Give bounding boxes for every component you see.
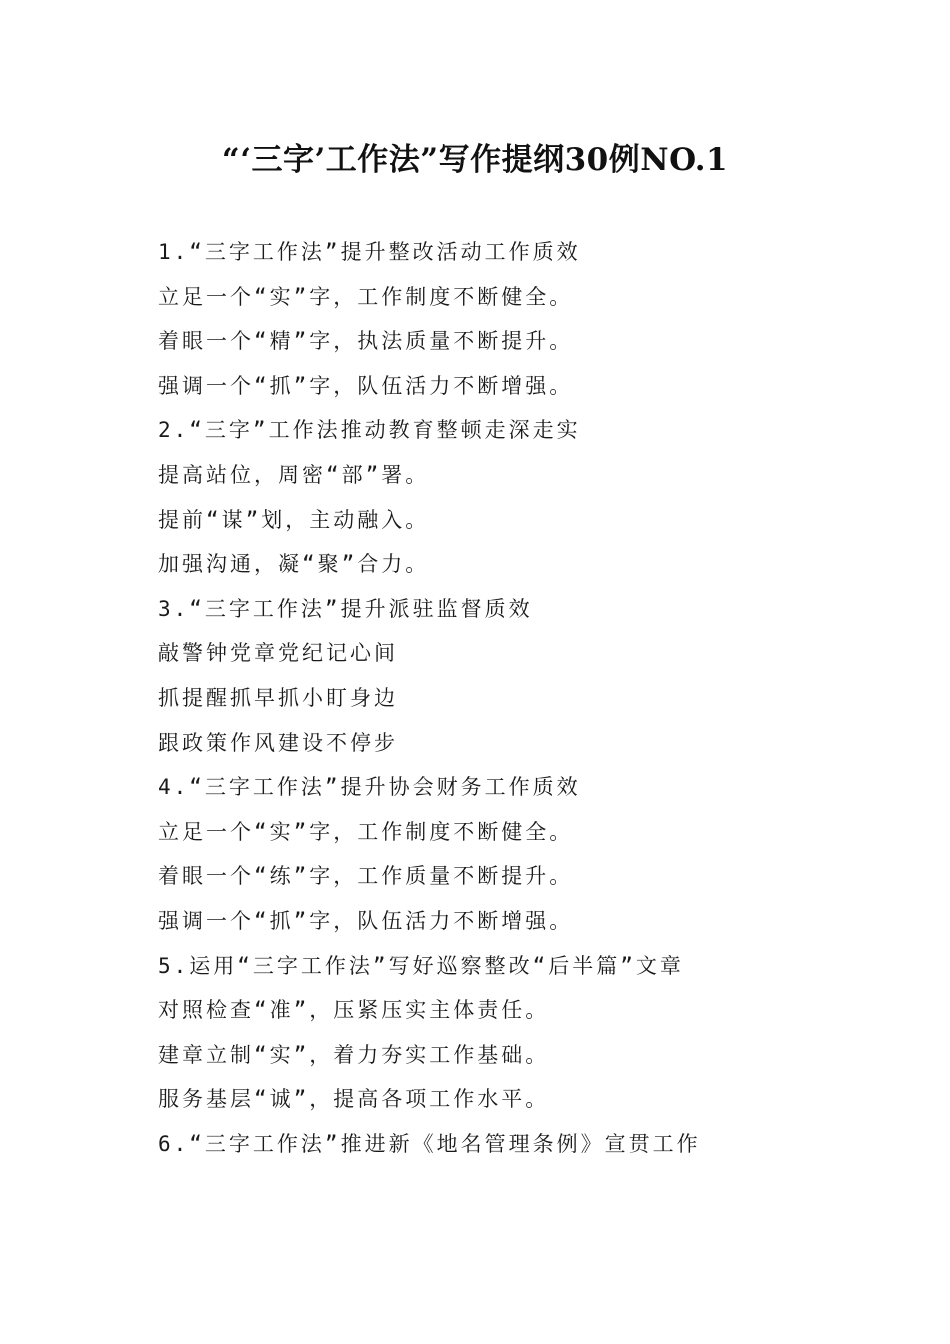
text-line: 强调一个“抓”字，队伍活力不断增强。 — [158, 908, 574, 933]
text-line: 对照检查“准”，压紧压实主体责任。 — [158, 998, 550, 1023]
text-line: 2.“三字”工作法推动教育整顿走深走实 — [158, 418, 581, 443]
text-line: 提高站位，周密“部”署。 — [158, 462, 430, 487]
text-line: 抓提醒抓早抓小盯身边 — [158, 685, 398, 710]
text-line: 提前“谋”划，主动融入。 — [158, 507, 430, 532]
text-line: 服务基层“诚”，提高各项工作水平。 — [158, 1087, 550, 1112]
text-line: 立足一个“实”字，工作制度不断健全。 — [158, 284, 574, 309]
document-title: “‘三字’工作法”写作提纲30例NO.1 — [221, 142, 729, 178]
text-line: 着眼一个“练”字，工作质量不断提升。 — [158, 864, 574, 889]
text-line: 强调一个“抓”字，队伍活力不断增强。 — [158, 373, 574, 398]
text-line: 6.“三字工作法”推进新《地名管理条例》宣贯工作 — [158, 1131, 701, 1156]
text-line: 加强沟通，凝“聚”合力。 — [158, 552, 430, 577]
text-line: 5.运用“三字工作法”写好巡察整改“后半篇”文章 — [158, 953, 684, 978]
text-line: 3.“三字工作法”提升派驻监督质效 — [158, 596, 533, 621]
text-line: 着眼一个“精”字，执法质量不断提升。 — [158, 329, 574, 354]
text-line: 4.“三字工作法”提升协会财务工作质效 — [158, 775, 581, 800]
text-line: 立足一个“实”字，工作制度不断健全。 — [158, 819, 574, 844]
document-body — [158, 230, 878, 1166]
text-line: 跟政策作风建设不停步 — [158, 730, 398, 755]
text-line: 建章立制“实”，着力夯实工作基础。 — [158, 1042, 550, 1067]
text-line: 敲警钟党章党纪记心间 — [158, 641, 398, 666]
text-line: 1.“三字工作法”提升整改活动工作质效 — [158, 240, 581, 264]
